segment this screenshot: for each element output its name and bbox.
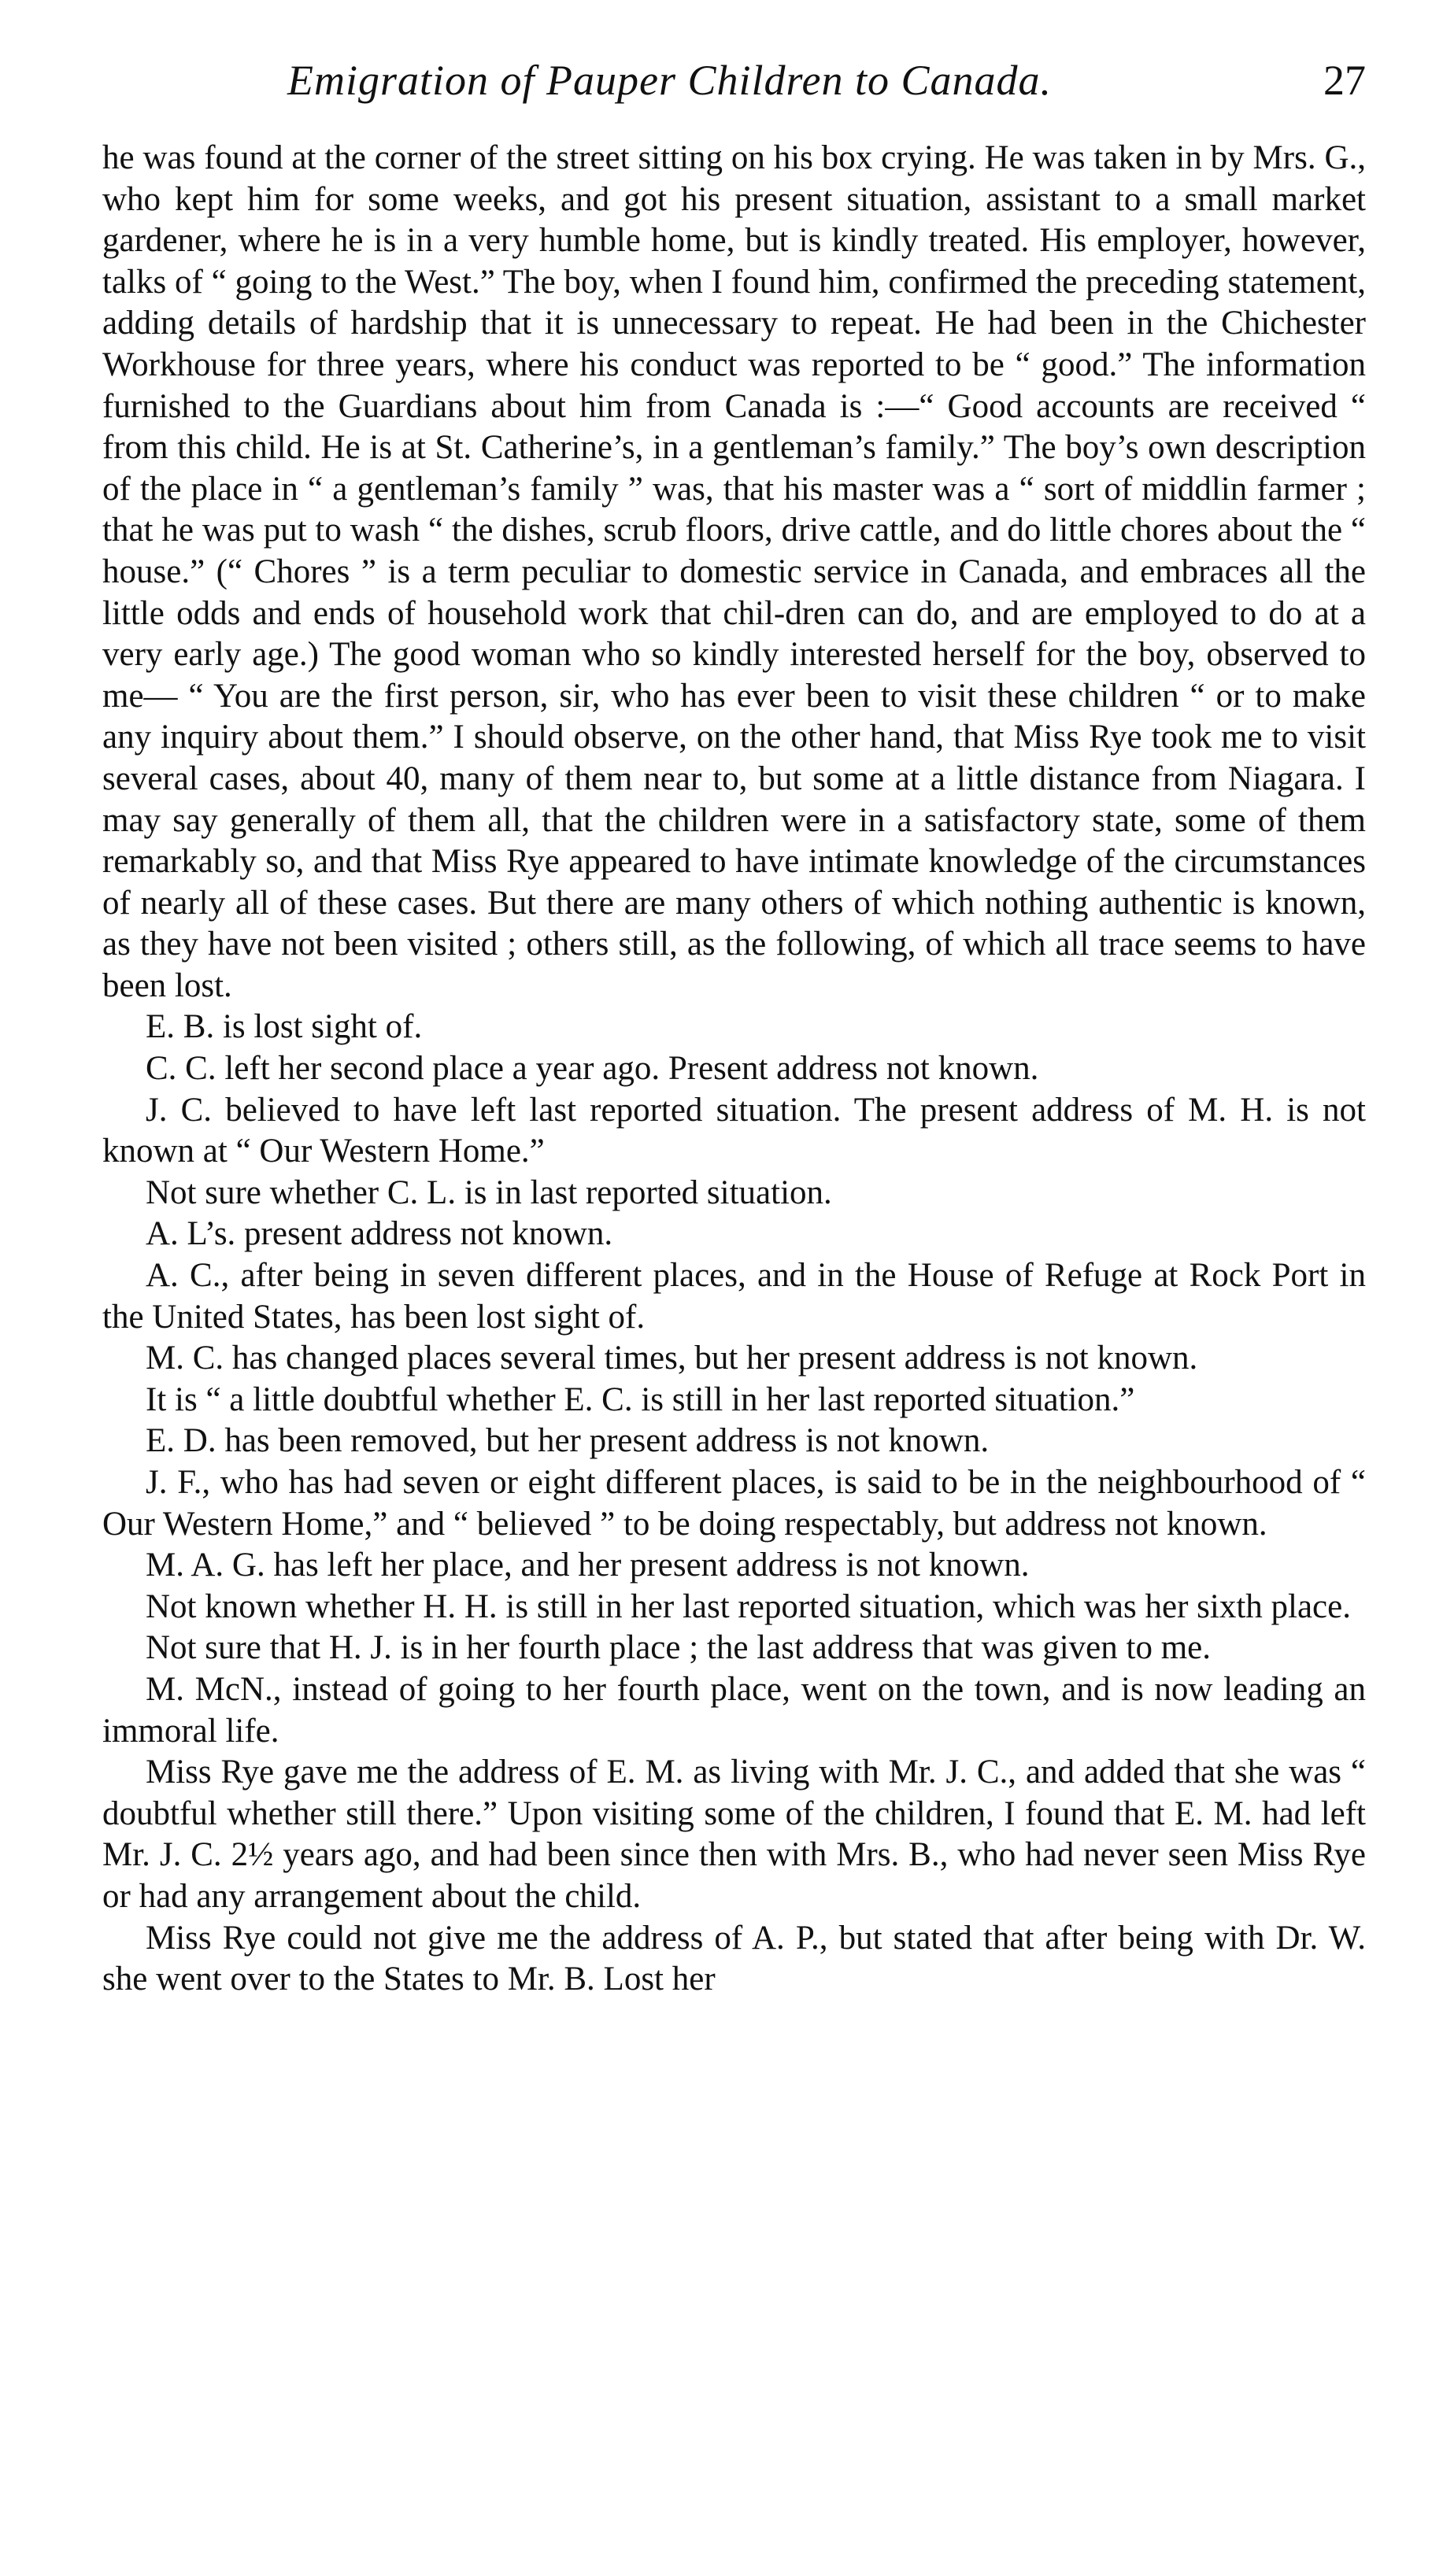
paragraph-entry: J. F., who has had seven or eight different places, is said to be in the neighbourhood of “ Our Western Home,” and “ believed ” to be doing respectably, but address not known. <box>102 1464 1366 1543</box>
running-title: Emigration of Pauper Children to Canada. <box>287 57 1052 104</box>
paragraph-entry: Not sure whether C. L. is in last reported situation. <box>146 1173 832 1211</box>
text-body <box>102 138 1366 2001</box>
paragraph-entry: C. C. left her second place a year ago. Present address not known. <box>146 1050 1039 1088</box>
paragraph-entry: E. D. has been removed, but her present address is not known. <box>146 1422 990 1460</box>
paragraph-entry: A. C., after being in seven different places, and in the House of Refuge at Rock Port in the United States, has been lost sight of. <box>102 1257 1366 1336</box>
paragraph-entry: M. A. G. has left her place, and her present address is not known. <box>146 1547 1030 1584</box>
paragraph-entry: Miss Rye could not give me the address of A. P., but stated that after being with Dr. W. she went over to the States to Mr. B. Lost her <box>102 1919 1366 1998</box>
running-head <box>102 49 1366 112</box>
paragraph-entry: M. C. has changed places several times, but her present address is not known. <box>146 1340 1198 1377</box>
paragraph-entry: A. L’s. present address not known. <box>146 1215 613 1253</box>
paragraph-entry: Not sure that H. J. is in her fourth place ; the last address that was given to me. <box>146 1629 1211 1667</box>
paragraph-entry: M. McN., instead of going to her fourth place, went on the town, and is now leading an immoral life. <box>102 1670 1366 1750</box>
paragraph-entry: Miss Rye gave me the address of E. M. as living with Mr. J. C., and added that she was “ doubtful whether still there.” Upon visiting some of the children, I found that E. M. had left Mr. J. C. 2½ years ago, and had been since then with Mrs. B., who had never seen Miss Rye or had any arrangement about the child. <box>102 1754 1366 1915</box>
paragraph-entry: Not known whether H. H. is still in her last reported situation, which was her sixth place. <box>146 1587 1351 1625</box>
paragraph-continuation: he was found at the corner of the street sitting on his box crying. He was taken in by Mrs. G., who kept him for some weeks, and got his present situation, assistant to a small market gardener, where he is in a very humble home, but is kindly treated. His employer, however, talks of “ going to the West.” The boy, when I found him, confirmed the preceding statement, adding details of hardship that it is unnecessary to repeat. He had been in the Chichester Workhouse for three years, where his conduct was reported to be “ good.” The information furnished to the Guardians about him from Canada is :—“ Good accounts are received “ from this child. He is at St. Catherine’s, in a gentleman’s family.” The boy’s own description of the place in “ a gentleman’s family ” was, that his master was a “ sort of middlin farmer ; that he was put to wash “ the dishes, scrub floors, drive cattle, and do little chores about the “ house.” (“ Chores ” is a term peculiar to domestic service in Canada, and embraces all the little odds and ends of household work that chil-dren can do, and are employed to do at a very early age.) The good woman who so kindly interested herself for the boy, observed to me— “ You are the first person, sir, who has ever been to visit these children “ or to make any inquiry about them.” I should observe, on the other hand, that Miss Rye took me to visit several cases, about 40, many of them near to, but some at a little distance from Niagara. I may say generally of them all, that the children were in a satisfactory state, some of them remarkably so, and that Miss Rye appeared to have intimate knowledge of the circumstances of nearly all of these cases. But there are many others of which nothing authentic is known, as they have not been visited ; others still, as the following, of which all trace seems to have been lost. <box>102 139 1366 1004</box>
paragraph-entry: J. C. believed to have left last reported situation. The present address of M. H. is not known at “ Our Western Home.” <box>102 1091 1366 1170</box>
page-number: 27 <box>1323 57 1366 104</box>
paragraph-entry: It is “ a little doubtful whether E. C. is still in her last reported situation.” <box>146 1380 1135 1418</box>
paragraph-entry: E. B. is lost sight of. <box>146 1008 423 1046</box>
